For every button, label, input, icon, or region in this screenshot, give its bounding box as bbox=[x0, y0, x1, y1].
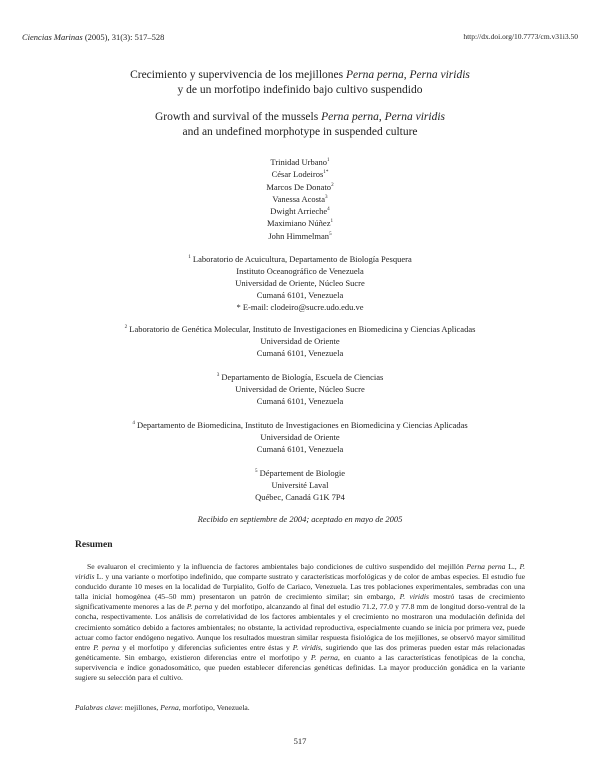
affiliation-mark: 2 bbox=[124, 324, 128, 331]
affiliation-line: Département de Biologie bbox=[257, 468, 346, 478]
abstract-text: y el morfotipo y diferencias suficientes entre éstas y bbox=[119, 642, 293, 652]
affiliation-4 bbox=[40, 419, 560, 455]
doi-link[interactable]: http://dx.doi.org/10.7773/cm.v31i3.50 bbox=[463, 32, 578, 41]
author-affiliation-mark: 4 bbox=[327, 206, 330, 213]
abstract-heading: Resumen bbox=[75, 540, 113, 550]
keyword-genus: Perna bbox=[160, 703, 179, 712]
affiliation-line: Cumaná 6101, Venezuela bbox=[256, 396, 344, 406]
author bbox=[150, 217, 450, 229]
affiliation-mark: 5 bbox=[254, 468, 258, 475]
title-en-line2: and an undefined morphotype in suspended culture bbox=[182, 126, 418, 138]
author-affiliation-mark: 2 bbox=[331, 181, 334, 188]
author-name: Marcos De Donato bbox=[266, 181, 332, 192]
author-affiliation-mark: 1 bbox=[330, 218, 334, 225]
title-es-line2: y de un morfotipo indefinido bajo cultivo suspendido bbox=[177, 84, 423, 96]
species-name: P. perna bbox=[310, 652, 338, 662]
affiliation-line: Universidad de Oriente bbox=[260, 336, 340, 346]
journal-citation bbox=[22, 32, 164, 42]
title-en-sep: , bbox=[378, 111, 385, 123]
abstract-text: L., bbox=[505, 562, 520, 571]
abstract-text: , sugiriendo que las dos primeras pueden estar más relacionadas genéticamente. Sin embargo, existieron diferencias entre el morfotipo y bbox=[75, 642, 525, 662]
species-name: P. viridis bbox=[399, 592, 429, 602]
affiliation-line: Departamento de Biología, Escuela de Ciencias bbox=[219, 372, 384, 382]
abstract-text: , en cuanto a las características fenotípicas de la concha, supervivencia e índice gonadosomático, que pueden establecer diferencias genéticas definidas. La mayor producción gonádica en la variante sugiere su selección para el cultivo. bbox=[75, 652, 525, 683]
journal-name: Ciencias Marinas bbox=[22, 32, 83, 42]
keywords bbox=[75, 703, 525, 712]
affiliation-line: Québec, Canadá G1K 7P4 bbox=[255, 492, 345, 502]
affiliation-mark: 3 bbox=[216, 372, 220, 379]
author-name: Dwight Arrieche bbox=[270, 206, 328, 217]
citation-text: (2005), 31(3): 517–528 bbox=[82, 32, 165, 42]
abstract-body bbox=[75, 562, 525, 683]
affiliation-line: Cumaná 6101, Venezuela bbox=[256, 290, 344, 300]
author-affiliation-mark: 5 bbox=[329, 230, 332, 237]
author-affiliation-mark: 3 bbox=[325, 194, 328, 201]
abstract-text: L. y una variante o morfotipo indefinido, que comparte sustrato y características morfológicas y de color de ambas especies. El estudio fue conducido durante 10 meses en la localidad de Turpialito, Golfo de Cariaco, Venezuela. Las tres poblaciones experimentales, sembradas con una talla inicial homogénea (45–50 mm) presentaron un patrón de crecimiento similar; sin embargo, bbox=[75, 572, 525, 602]
author-affiliation-mark: 1* bbox=[323, 169, 329, 176]
affiliation-mark: 4 bbox=[132, 420, 135, 427]
author-name: John Himmelman bbox=[268, 230, 330, 241]
affiliation-line: Universidad de Oriente, Núcleo Sucre bbox=[235, 384, 365, 394]
author-name: César Lodeiros bbox=[271, 169, 324, 180]
abstract-text: Se evaluaron el crecimiento y la influencia de factores ambientales bajo condiciones de cultivo suspendido del mejillón bbox=[87, 562, 467, 571]
affiliation-line: Université Laval bbox=[271, 480, 329, 490]
species-name: Perna perna bbox=[466, 562, 506, 571]
corresponding-email[interactable]: * E-mail: clodeiro@sucre.udo.edu.ve bbox=[236, 302, 364, 312]
title-en-species-2: Perna viridis bbox=[384, 111, 446, 123]
affiliation-1 bbox=[40, 253, 560, 313]
affiliation-line: Universidad de Oriente bbox=[260, 432, 340, 442]
author bbox=[150, 230, 450, 242]
abstract-text: mostró tasas de crecimiento significativamente menores a las de bbox=[75, 592, 525, 612]
affiliation-2 bbox=[40, 323, 560, 359]
affiliation-mark: 1 bbox=[188, 254, 191, 261]
author-name: Maximiano Núñez bbox=[266, 218, 331, 229]
species-name: P. perna bbox=[186, 602, 213, 612]
species-name: P. perna bbox=[93, 642, 120, 652]
title-es-species-1: Perna perna bbox=[345, 69, 404, 81]
affiliation-line: Instituto Oceanográfico de Venezuela bbox=[236, 266, 364, 276]
affiliation-line: Laboratorio de Genética Molecular, Instituto de Investigaciones en Biomedicina y Ciencias Aplicadas bbox=[127, 324, 476, 334]
author bbox=[150, 156, 450, 168]
species-name: P. viridis bbox=[75, 562, 525, 582]
author bbox=[150, 181, 450, 193]
page-number: 517 bbox=[293, 736, 307, 746]
species-name: P. viridis bbox=[292, 642, 321, 652]
title-es-species-2: Perna viridis bbox=[409, 69, 470, 81]
title-es-pre: Crecimiento y supervivencia de los mejillones bbox=[130, 69, 346, 81]
keywords-label: Palabras clave bbox=[75, 703, 121, 712]
affiliation-line: Universidad de Oriente, Núcleo Sucre bbox=[235, 278, 365, 288]
affiliation-line: Laboratorio de Acuicultura, Departamento de Biología Pesquera bbox=[190, 254, 412, 264]
abstract-text: y del morfotipo, alcanzando al final del estudio 71.2, 77.0 y 77.8 mm de longitud dorso-ventral de la concha, respectivamente. Los análisis de correlatividad de los factores ambientales y el crecimiento no mostraron una modulación definida del crecimiento somático debido a factores ambientales; no obstante, la actividad reproductiva, especialmente cuando se inicia por primera vez, puede actuar como factor endógeno negativo. Aunque los resultados muestran similar respuesta fisiológica de los mejillones, se observó mayor similitud entre bbox=[75, 602, 525, 652]
author-name: Trinidad Urbano bbox=[270, 157, 328, 167]
affiliation-line: Cumaná 6101, Venezuela bbox=[256, 348, 344, 358]
author bbox=[150, 168, 450, 180]
title-spanish bbox=[40, 68, 560, 98]
author-list bbox=[150, 156, 450, 242]
author bbox=[150, 205, 450, 217]
author-name: Vanessa Acosta bbox=[272, 193, 326, 204]
author-affiliation-mark: 1 bbox=[327, 157, 330, 164]
affiliation-line: Cumaná 6101, Venezuela bbox=[256, 444, 344, 454]
title-en-pre: Growth and survival of the mussels bbox=[154, 111, 322, 123]
author bbox=[150, 193, 450, 205]
affiliation-5 bbox=[40, 467, 560, 503]
received-dates: Recibido en septiembre de 2004; aceptado en mayo de 2005 bbox=[197, 514, 403, 524]
title-es-sep: , bbox=[403, 69, 410, 81]
running-header bbox=[22, 32, 578, 46]
affiliation-3 bbox=[40, 371, 560, 407]
affiliation-line: Departamento de Biomedicina, Instituto de Investigaciones en Biomedicina y Ciencias Aplicadas bbox=[134, 420, 468, 430]
title-english bbox=[40, 110, 560, 140]
keywords-text: : mejillones, bbox=[120, 703, 161, 712]
title-en-species-1: Perna perna bbox=[321, 111, 379, 123]
keywords-text: , morfotipo, Venezuela. bbox=[178, 703, 250, 712]
